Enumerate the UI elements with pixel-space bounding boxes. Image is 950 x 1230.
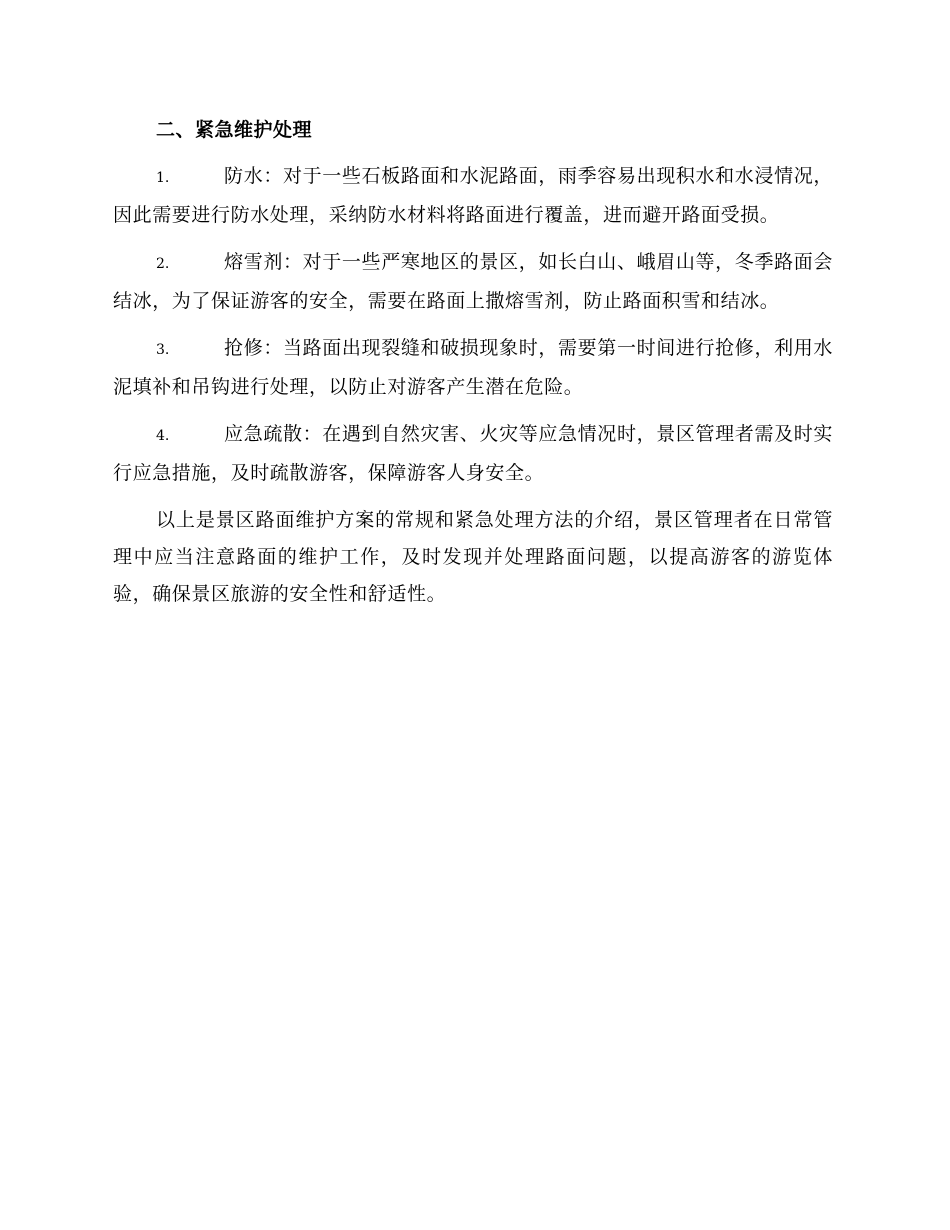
list-item-snow-melting [113,244,833,320]
list-item-text: 应急疏散：在遇到自然灾害、火灾等应急情况时，景区管理者需及时实行应急措施，及时疏散游客，保障游客人身安全。 [113,423,833,484]
document-body [113,112,833,613]
list-item-text: 防水：对于一些石板路面和水泥路面，雨季容易出现积水和水浸情况，因此需要进行防水处理，采纳防水材料将路面进行覆盖，进而避开路面受损。 [113,165,833,226]
list-item-waterproof [113,158,833,234]
list-item-number: 3. [156,342,170,358]
list-item-text: 熔雪剂：对于一些严寒地区的景区，如长白山、峨眉山等，冬季路面会结冰，为了保证游客的安全，需要在路面上撒熔雪剂，防止路面积雪和结冰。 [113,251,833,312]
list-item-text: 抢修：当路面出现裂缝和破损现象时，需要第一时间进行抢修，利用水泥填补和吊钩进行处理，以防止对游客产生潜在危险。 [113,337,833,398]
list-item-number: 2. [156,256,170,272]
conclusion-paragraph: 以上是景区路面维护方案的常规和紧急处理方法的介绍，景区管理者在日常管理中应当注意路面的维护工作，及时发现并处理路面问题，以提高游客的游览体验，确保景区旅游的安全性和舒适性。 [113,509,833,605]
list-item-number: 4. [156,428,170,444]
section-heading: 二、紧急维护处理 [156,119,313,141]
list-item-number: 1. [156,170,170,186]
list-item-evacuation [113,416,833,492]
list-item-emergency-repair [113,330,833,406]
